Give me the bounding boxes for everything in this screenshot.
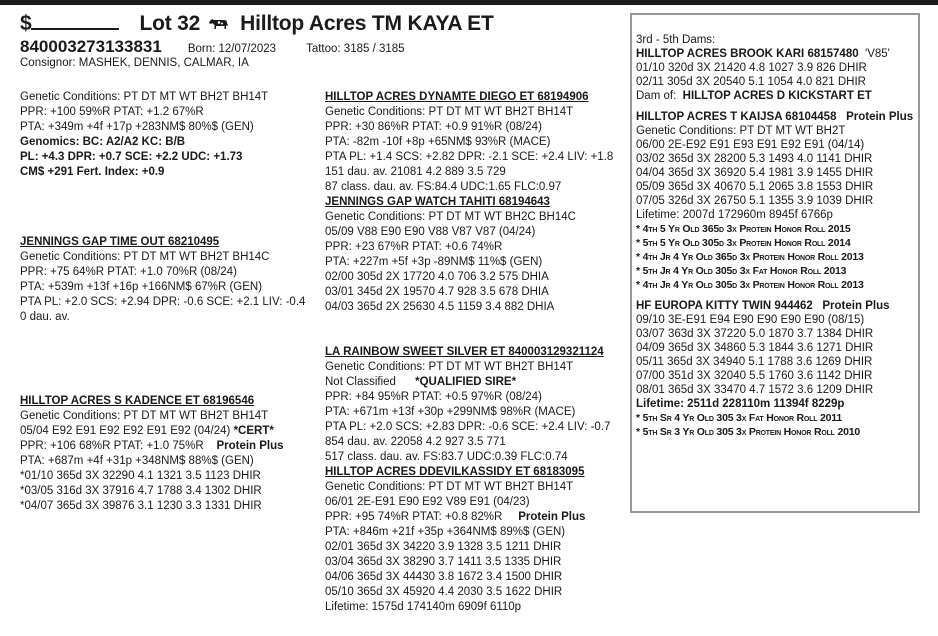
kari-record: 02/11 305d 3X 20540 5.1 1054 4.0 821 DHIR xyxy=(636,76,866,88)
protein-plus-badge: Protein Plus xyxy=(846,111,914,123)
silver-genetic-conditions: Genetic Conditions: PT DT MT WT BH2T BH14T xyxy=(325,361,574,373)
diego-line: Genetic Conditions: PT DT MT WT BH2T BH14T xyxy=(325,106,574,118)
pl-line: PL: +4.3 DPR: +0.7 SCE: +2.2 UDC: +1.73 xyxy=(20,151,243,163)
protein-plus-badge: Protein Plus xyxy=(518,511,586,523)
silver-line: 517 class. dau. av. FS:83.7 UDC:0.39 FLC:0.74 xyxy=(325,451,568,463)
protein-plus-badge: Protein Plus xyxy=(216,440,284,452)
kari-name: HILLTOP ACRES BROOK KARI 68157480 xyxy=(636,48,859,60)
honor-roll: * 5th Jr 4 Yr Old 305d 3x Fat Honor Roll 2013 xyxy=(636,265,847,277)
kaijsa-lifetime: Lifetime: 2007d 172960m 8945f 6766p xyxy=(636,209,833,221)
kassidy-title: HILLTOP ACRES DDEVILKASSIDY ET 68183095 xyxy=(325,466,585,478)
registration-line xyxy=(20,37,405,57)
cm-line: CM$ +291 Fert. Index: +0.9 xyxy=(20,166,165,178)
tahiti-title: JENNINGS GAP WATCH TAHITI 68194643 xyxy=(325,196,550,208)
diego-line: PPR: +30 86%R PTAT: +0.9 91%R (08/24) xyxy=(325,121,542,133)
cert-badge: *CERT* xyxy=(233,425,274,437)
kassidy-genetic-conditions: Genetic Conditions: PT DT MT WT BH2T BH14T xyxy=(325,481,574,493)
kassidy-line: PTA: +846m +21f +35p +364NM$ 89%$ (GEN) xyxy=(325,526,566,538)
dam-classification xyxy=(20,424,284,439)
dam-block xyxy=(20,394,284,514)
kaijsa-record: 07/05 326d 3X 26750 5.1 1355 3.9 1039 DHIR xyxy=(636,195,874,207)
protein-plus-badge: Protein Plus xyxy=(822,300,890,312)
consignor: Consignor: MASHEK, DENNIS, CALMAR, IA xyxy=(20,57,249,69)
dam-sire-block xyxy=(325,345,610,615)
spacer xyxy=(636,103,913,110)
kaijsa-name: HILLTOP ACRES T KAIJSA 68104458 xyxy=(636,111,837,123)
sire-line: Genetic Conditions: PT DT MT WT BH2T BH14C xyxy=(20,251,270,263)
kassidy-record: 05/10 365d 3X 45920 4.4 2030 3.5 1622 DHIR xyxy=(325,586,563,598)
honor-roll: * 4th 5 Yr Old 365d 3x Protein Honor Roll 2015 xyxy=(636,223,851,235)
dam-ppr-text: PPR: +106 68%R PTAT: +1.0 75%R xyxy=(20,440,204,452)
tahiti-line: 05/09 V88 E90 E90 V88 V87 V87 (04/24) xyxy=(325,226,536,238)
birth-date: Born: 12/07/2023 xyxy=(187,43,277,55)
kassidy-record: 03/04 365d 3X 38290 3.7 1411 3.5 1335 DHIR xyxy=(325,556,562,568)
silver-line: PTA: +671m +13f +30p +299NM$ 98%R (MACE) xyxy=(325,406,576,418)
lot-number: Lot 32 xyxy=(139,12,201,35)
sire-sire-block xyxy=(325,90,613,315)
animal-info xyxy=(20,90,268,180)
kitty-name: HF EUROPA KITTY TWIN 944462 xyxy=(636,300,813,312)
dams-list xyxy=(636,33,913,439)
not-classified-text: Not Classified xyxy=(325,376,396,388)
registration-number: 840003273133831 xyxy=(20,37,162,56)
dam-record: *01/10 365d 3X 32290 4.1 1321 3.5 1123 DHIR xyxy=(20,470,261,482)
tahiti-line: Genetic Conditions: PT DT MT WT BH2C BH14C xyxy=(325,211,576,223)
ppr-line: PPR: +100 59%R PTAT: +1.2 67%R xyxy=(20,106,204,118)
tahiti-record: 03/01 345d 2X 19570 4.7 928 3.5 678 DHIA xyxy=(325,286,549,298)
kassidy-ppr xyxy=(325,510,610,525)
dam-title: HILLTOP ACRES S KADENCE ET 68196546 xyxy=(20,395,255,407)
sire-line: PTA: +539m +13f +16p +166NM$ 67%R (GEN) xyxy=(20,281,263,293)
tahiti-record: 02/00 305d 2X 17720 4.0 706 3.2 575 DHIA xyxy=(325,271,549,283)
sire-line: 0 dau. av. xyxy=(20,311,70,323)
tahiti-line: PTA: +227m +5f +3p -89NM$ 11%$ (GEN) xyxy=(325,256,543,268)
kaijsa-name-line xyxy=(636,110,913,124)
dam-line: PTA: +687m +4f +31p +348NM$ 88%$ (GEN) xyxy=(20,455,254,467)
kari-record: 01/10 320d 3X 21420 4.8 1027 3.9 826 DHIR xyxy=(636,62,867,74)
kitty-lifetime: Lifetime: 2511d 228110m 11394f 8229p xyxy=(636,398,845,410)
kassidy-lifetime: Lifetime: 1575d 174140m 6909f 6110p xyxy=(325,601,522,613)
kitty-record: 05/11 365d 3X 34940 5.1 1788 3.6 1269 DHIR xyxy=(636,356,873,368)
diego-title: HILLTOP ACRES DYNAMTE DIEGO ET 68194906 xyxy=(325,91,589,103)
kitty-classification: 09/10 3E-E91 E94 E90 E90 E90 E90 (08/15) xyxy=(636,314,865,326)
kassidy-record: 04/06 365d 3X 44430 3.8 1672 3.4 1500 DHIR xyxy=(325,571,563,583)
kitty-record: 07/00 351d 3X 32040 5.5 1760 3.6 1142 DHIR xyxy=(636,370,873,382)
dam-of-label: Dam of: xyxy=(636,90,677,102)
tahiti-line: PPR: +23 67%R PTAT: +0.6 74%R xyxy=(325,241,503,253)
honor-roll: * 5th Sr 4 Yr Old 305 3x Fat Honor Roll 2011 xyxy=(636,412,843,424)
honor-roll: * 4th Jr 4 Yr Old 305d 3x Protein Honor Roll 2013 xyxy=(636,279,864,291)
kassidy-ppr-text: PPR: +95 74%R PTAT: +0.8 82%R xyxy=(325,511,503,523)
dams-intro: 3rd - 5th Dams: xyxy=(636,34,716,46)
top-rule xyxy=(0,0,938,5)
kassidy-record: 02/01 365d 3X 34220 3.9 1328 3.5 1211 DHIR xyxy=(325,541,562,553)
honor-roll: * 4th Jr 4 Yr Old 365d 3x Protein Honor Roll 2013 xyxy=(636,251,864,263)
honor-roll: * 5th 5 Yr Old 305d 3x Protein Honor Roll 2014 xyxy=(636,237,851,249)
silver-title: LA RAINBOW SWEET SILVER ET 840003129321124 xyxy=(325,346,604,358)
dam-of-line xyxy=(636,89,913,103)
sire-title: JENNINGS GAP TIME OUT 68210495 xyxy=(20,236,220,248)
kitty-record: 08/01 365d 3X 33470 4.7 1572 3.6 1209 DHIR xyxy=(636,384,874,396)
genomics-line: Genomics: BC: A2/A2 KC: B/B xyxy=(20,136,186,148)
lot-header xyxy=(20,10,494,38)
kari-score: 'V85' xyxy=(865,48,890,60)
honor-roll: * 5th Sr 3 Yr Old 305 3x Protein Honor Roll 2010 xyxy=(636,426,861,438)
dam-classif-text: 05/04 E92 E91 E92 E92 E91 E92 (04/24) xyxy=(20,425,231,437)
kassidy-classification: 06/01 2E-E91 E90 E92 V89 E91 (04/23) xyxy=(325,496,530,508)
diego-line: 87 class. dau. av. FS:84.4 UDC:1.65 FLC:0.97 xyxy=(325,181,562,193)
tattoo: Tattoo: 3185 / 3185 xyxy=(306,43,405,55)
kitty-record: 04/09 365d 3X 34860 5.3 1844 3.6 1271 DHIR xyxy=(636,342,874,354)
kitty-record: 03/07 363d 3X 37220 5.0 1870 3.7 1384 DHIR xyxy=(636,328,874,340)
pta-line: PTA: +349m +4f +17p +283NM$ 80%$ (GEN) xyxy=(20,121,254,133)
price-blank xyxy=(31,10,119,30)
dam-ppr xyxy=(20,439,284,454)
cow-icon xyxy=(208,14,230,38)
silver-line: PTA PL: +2.0 SCS: +2.83 DPR: -0.6 SCE: +2.4 LIV: -0.7 xyxy=(325,421,611,433)
kari-name-line xyxy=(636,47,913,61)
kaijsa-record: 04/04 365d 3X 36920 5.4 1981 3.9 1455 DHIR xyxy=(636,167,874,179)
dam-record: *04/07 365d 3X 39876 3.1 1230 3.3 1331 DHIR xyxy=(20,500,262,512)
kaijsa-line: Genetic Conditions: PT DT MT WT BH2T xyxy=(636,125,846,137)
qualified-sire-badge: *QUALIFIED SIRE* xyxy=(415,376,517,388)
dam-genetic-conditions: Genetic Conditions: PT DT MT WT BH2T BH14T xyxy=(20,410,269,422)
sire-line: PTA PL: +2.0 SCS: +2.94 DPR: -0.6 SCE: +2.1 LIV: -0.4 xyxy=(20,296,306,308)
dam-of-name: HILLTOP ACRES D KICKSTART ET xyxy=(682,90,872,102)
spacer xyxy=(636,292,913,299)
tahiti-record: 04/03 365d 2X 25630 4.5 1159 3.4 882 DHIA xyxy=(325,301,555,313)
silver-classification xyxy=(325,375,610,390)
diego-line: PTA: -82m -10f +8p +65NM$ 93%R (MACE) xyxy=(325,136,551,148)
silver-line: PPR: +84 95%R PTAT: +0.5 97%R (08/24) xyxy=(325,391,542,403)
kaijsa-line: 06/00 2E-E92 E91 E93 E91 E92 E91 (04/14) xyxy=(636,139,865,151)
sire-block xyxy=(20,235,305,325)
diego-line: 151 dau. av. 21081 4.2 889 3.5 729 xyxy=(325,166,506,178)
kaijsa-record: 05/09 365d 3X 40670 5.1 2065 3.8 1553 DHIR xyxy=(636,181,874,193)
sire-line: PPR: +75 64%R PTAT: +1.0 70%R (08/24) xyxy=(20,266,237,278)
silver-line: 854 dau. av. 22058 4.2 927 3.5 771 xyxy=(325,436,506,448)
price-dollar: $ xyxy=(20,12,32,35)
kaijsa-record: 03/02 365d 3X 28200 5.3 1493 4.0 1141 DHIR xyxy=(636,153,873,165)
diego-line: PTA PL: +1.4 SCS: +2.82 DPR: -2.1 SCE: +2.4 LIV: +1.8 xyxy=(325,151,614,163)
animal-name: Hilltop Acres TM KAYA ET xyxy=(240,12,494,35)
dam-record: *03/05 316d 3X 37916 4.7 1788 3.4 1302 DHIR xyxy=(20,485,262,497)
kitty-name-line xyxy=(636,299,913,313)
genetic-conditions: Genetic Conditions: PT DT MT WT BH2T BH14T xyxy=(20,91,269,103)
